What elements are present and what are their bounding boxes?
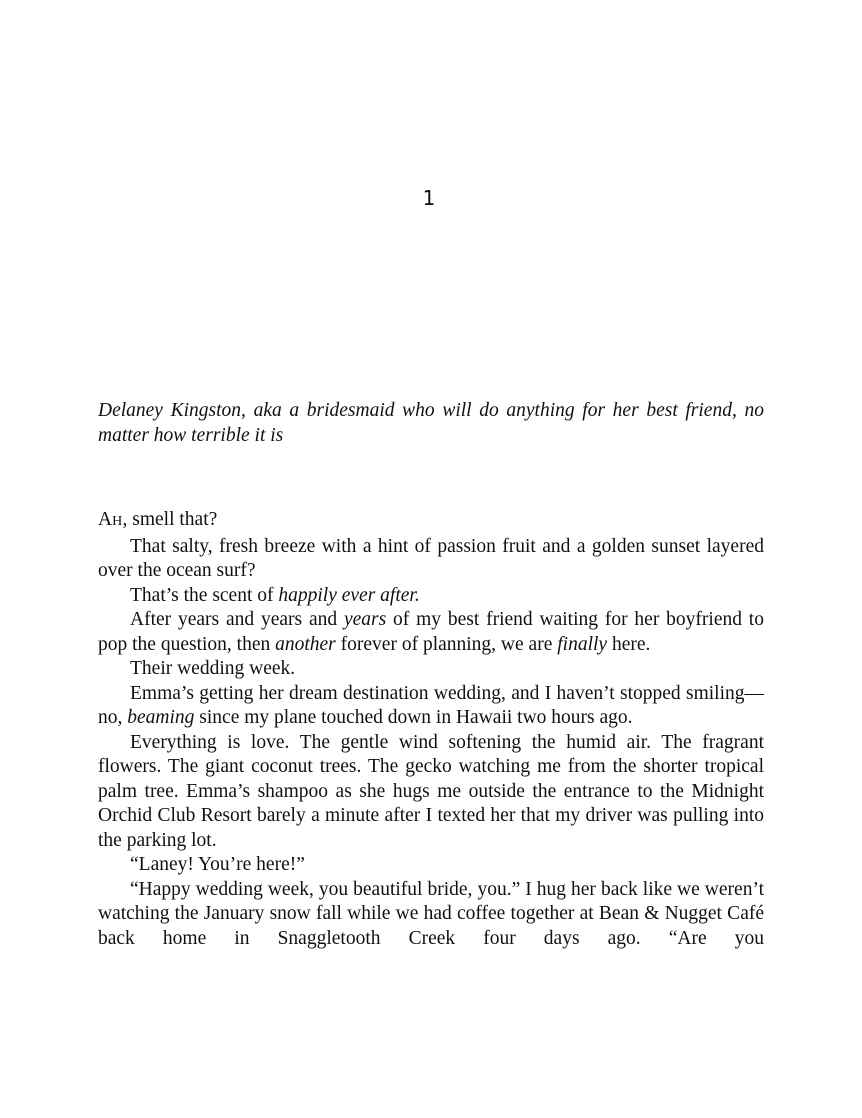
paragraph-9: “Happy wedding week, you beautiful bride, you.” I hug her back like we weren’t watching the January snow fall while we had coffee together at Bean & Nugget Café back home in Snaggletooth Creek four days ago. “Are you bbox=[98, 878, 764, 949]
paragraph-5: Their wedding week. bbox=[130, 658, 296, 679]
paragraph-8: “Laney! You’re here!” bbox=[130, 854, 305, 875]
paragraph-4-text-b: of my best friend waiting for her boyfriend to pop the question, then bbox=[98, 609, 764, 655]
paragraph-3-text-a: That’s the scent of bbox=[130, 584, 279, 606]
paragraph-4-emphasis-3: finally bbox=[557, 633, 608, 655]
paragraph-4-emphasis-2: another bbox=[275, 633, 336, 655]
paragraph-4-text-a: After years and years and bbox=[130, 609, 344, 630]
paragraph-3-emphasis: happily ever after. bbox=[278, 584, 420, 606]
paragraph-6-text-a: Emma’s getting her dream destination wedding, and I haven’t stopped smiling—no, bbox=[98, 682, 764, 728]
paragraph-2: That salty, fresh breeze with a hint of passion fruit and a golden sunset layered over the ocean surf? bbox=[98, 535, 764, 581]
opening-smallcaps: H bbox=[112, 514, 123, 529]
chapter-epigraph: Delaney Kingston, aka a bridesmaid who will do anything for her best friend, no matter how terrible it is bbox=[98, 400, 764, 446]
paragraph-4-emphasis-1: years bbox=[343, 609, 387, 630]
opening-dropcap-a: A bbox=[98, 509, 113, 530]
paragraph-4-text-c: forever of planning, we are bbox=[335, 633, 558, 655]
paragraph-4-text-d: here. bbox=[607, 633, 651, 655]
paragraph-1 bbox=[98, 508, 764, 535]
chapter-body bbox=[98, 508, 764, 951]
paragraph-6-emphasis: beaming bbox=[127, 707, 195, 728]
paragraph-7: Everything is love. The gentle wind softening the humid air. The fragrant flowers. The giant coconut trees. The gecko watching me from the shorter tropical palm tree. Emma’s shampoo as she hugs me outside the entrance to the Midnight Orchid Club Resort barely a minute after I texted her that my driver was pulling into the parking lot. bbox=[98, 731, 764, 851]
paragraph-3 bbox=[98, 584, 764, 609]
paragraph-4 bbox=[98, 608, 764, 657]
chapter-number: 1 bbox=[422, 186, 436, 210]
paragraph-6 bbox=[98, 682, 764, 731]
paragraph-1-text: , smell that? bbox=[122, 509, 218, 530]
paragraph-6-text-b: since my plane touched down in Hawaii two hours ago. bbox=[194, 707, 633, 728]
